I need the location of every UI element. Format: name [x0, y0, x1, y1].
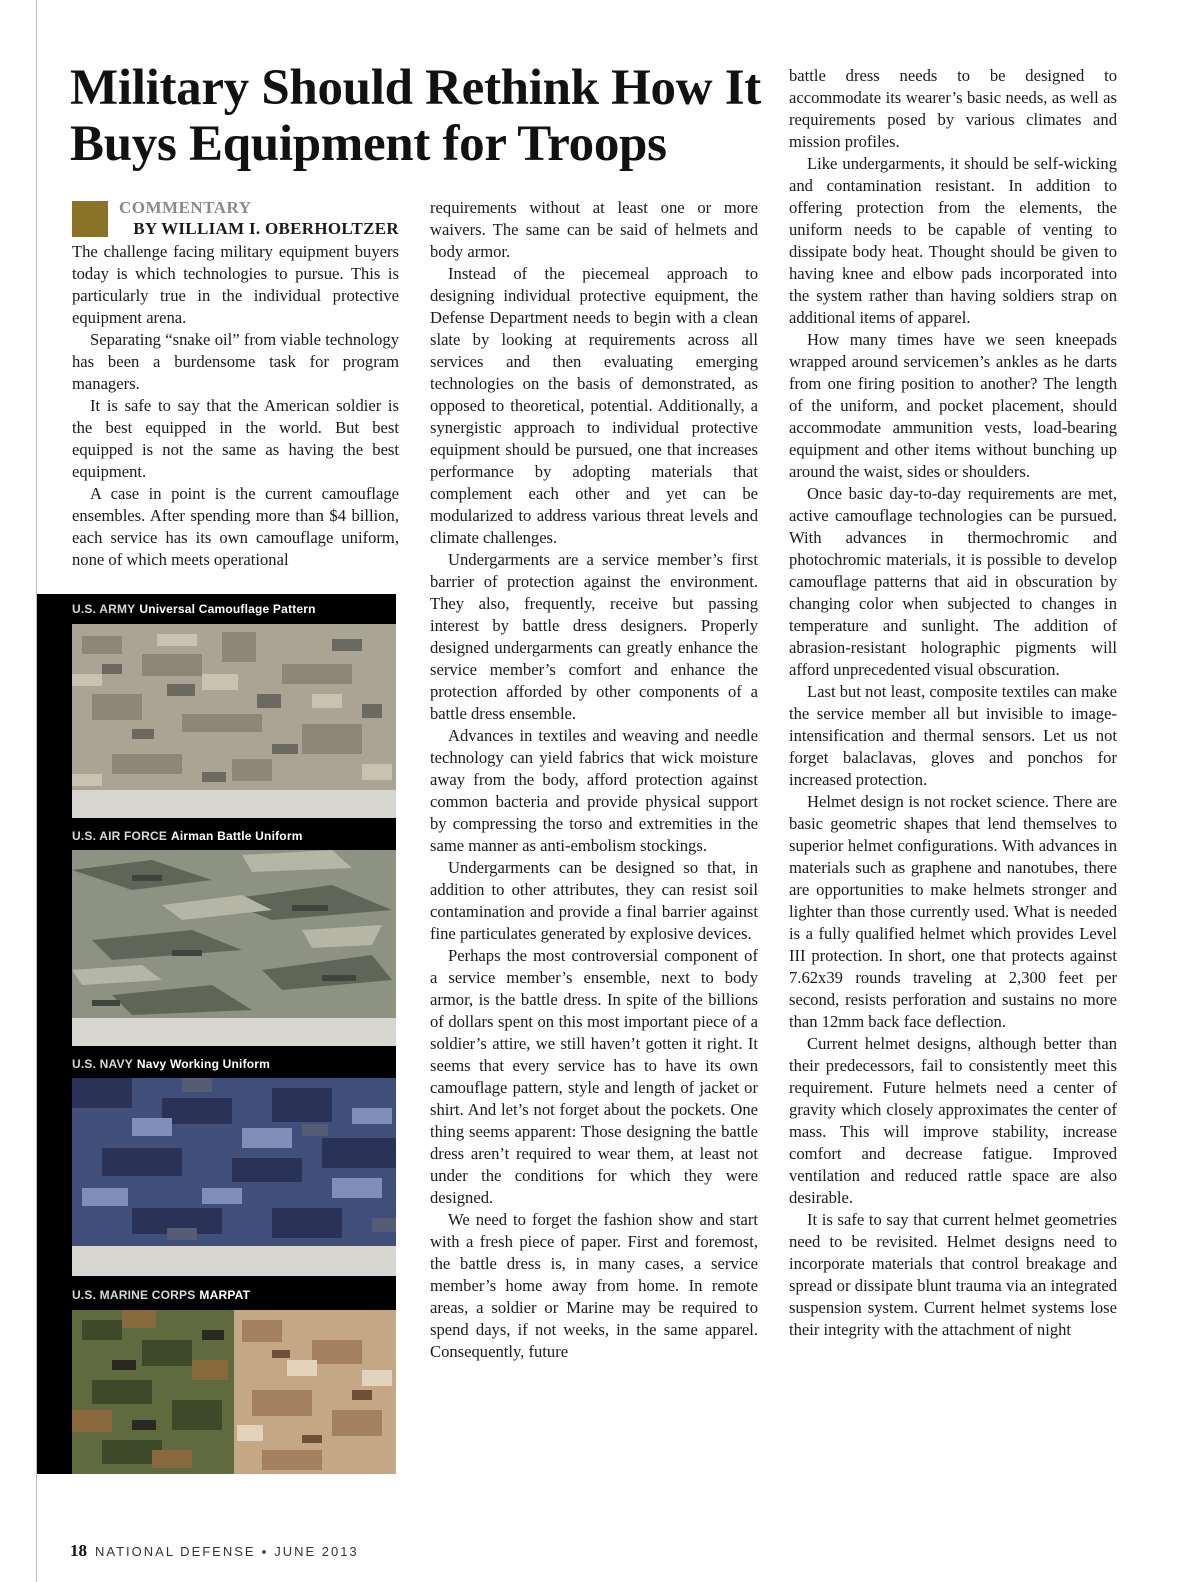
paragraph: How many times have we seen kneepads wrapped around servicemen’s ankles as he darts from one firing position to another? The length of the uniform, and pocket placement, should accommodate ammunition vests, load-bearing equipment and other items without bunching up around the waist, sides or shoulders. [789, 330, 1117, 481]
page-footer [70, 1541, 359, 1561]
article-column-2 [430, 197, 758, 1363]
author-byline: BY WILLIAM I. OBERHOLTZER [133, 219, 399, 238]
paragraph: Current helmet designs, although better than their predecessors, fail to consistently meet this requirement. Future helmets need a center of gravity which closely approximates the center of mass. This will improve stability, increase comfort and decrease fatigue. Improved ventilation and reduced rattle space are also desirable. [789, 1034, 1117, 1207]
marine-corps-panel-label [72, 1288, 250, 1302]
panel-service: U.S. MARINE CORPS [72, 1288, 196, 1302]
footer-separator: ▪ [261, 1544, 269, 1559]
figure-divider [72, 1018, 396, 1046]
paragraph: battle dress needs to be designed to accommodate its wearer’s basic needs, as well as requirements posed by various climates and mission profiles. [789, 66, 1117, 151]
panel-service: U.S. AIR FORCE [72, 829, 168, 843]
paragraph: Undergarments are a service member’s first barrier of protection against the environment. They also, frequently, receive but passing interest by battle dress designers. Properly designed undergarments can greatly enhance the service member’s comfort and enhance the protection afforded by other components of a battle dress ensemble. [430, 550, 758, 723]
paragraph: It is safe to say that current helmet geometries need to be revisited. Helmet designs need to incorporate materials that control breakage and spread or dissipate blunt trauma via an integrated suspension system. Current helmet systems lose their integrity with the attachment of night [789, 1210, 1117, 1339]
publication-name: NATIONAL DEFENSE [95, 1544, 256, 1559]
article-headline: Military Should Rethink How It Buys Equipment for Troops [70, 60, 761, 172]
paragraph: Undergarments can be designed so that, in addition to other attributes, they can resist soil contamination and provide a final barrier against fine particulates generated by explosive devices. [430, 858, 758, 943]
paragraph: We need to forget the fashion show and start with a fresh piece of paper. First and foremost, the battle dress is, in many cases, a service member’s home away from home. In remote areas, a soldier or Marine may be required to spend days, if not weeks, in the same apparel. Consequently, future [430, 1210, 758, 1361]
issue-date: JUNE 2013 [274, 1544, 359, 1559]
panel-pattern: MARPAT [199, 1288, 251, 1302]
navy-nwu-camo-image [72, 1078, 396, 1246]
paragraph: Perhaps the most controversial component of a service member’s ensemble, next to body armor, is the battle dress. In spite of the billions of dollars spent on this most important piece of a soldier’s attire, we still haven’t gotten it right. It seems that every service has to have its own camouflage pattern, style and length of jacket or shirt. And let’s not forget about the pockets. One thing seems apparent: Those designing the battle dress aren’t required to wear them, at least not under the conditions for which they were designed. [430, 946, 758, 1207]
panel-pattern: Airman Battle Uniform [171, 829, 303, 843]
paragraph: Separating “snake oil” from viable technology has been a burdensome task for program managers. [72, 330, 399, 393]
navy-panel-label [72, 1057, 270, 1071]
figure-divider [72, 1246, 396, 1276]
paragraph: requirements without at least one or more waivers. The same can be said of helmets and body armor. [430, 198, 758, 261]
paragraph: It is safe to say that the American soldier is the best equipped in the world. But best equipped is not the same as having the best equipment. [72, 396, 399, 481]
article-column-1 [72, 241, 399, 571]
paragraph: Helmet design is not rocket science. There are basic geometric shapes that lend themselves to superior helmet configurations. With advances in materials such as graphene and nanotubes, there are opportunities to make helmets stronger and lighter than those currently used. What is needed is a fully qualified helmet which provides Level III protection. In short, one that protects against 7.62x39 rounds traveling at 2,300 feet per second, resists perforation and sustains no more than 12mm back face deflection. [789, 792, 1117, 1031]
army-panel-label [72, 602, 316, 616]
air-force-abu-camo-image [72, 850, 396, 1018]
paragraph: Last but not least, composite textiles can make the service member all but invisible to image-intensification and thermal sensors. Let us not forget balaclavas, gloves and ponchos for increased protection. [789, 682, 1117, 789]
paragraph: Like undergarments, it should be self-wicking and contamination resistant. In addition to offering protection from the elements, the uniform needs to be capable of venting to dissipate body heat. Thought should be given to having knee and elbow pads incorporated into the system rather than having soldiers strap on additional items of apparel. [789, 154, 1117, 327]
section-kicker: COMMENTARY [119, 198, 252, 217]
article-column-3 [789, 65, 1117, 1341]
paragraph: Instead of the piecemeal approach to designing individual protective equipment, the Defense Department needs to begin with a clean slate by looking at requirements across all services and then evaluating emerging technologies on the basis of demonstrated, as opposed to theoretical, potential. Additionally, a synergistic approach to individual protective equipment should be pursued, one that increases performance by adopting materials that complement each other and yet can be modularized to address various threat levels and climate challenges. [430, 264, 758, 547]
section-marker-square [72, 201, 108, 237]
marine-corps-marpat-camo-image [72, 1310, 396, 1474]
panel-service: U.S. NAVY [72, 1057, 133, 1071]
paragraph: The challenge facing military equipment buyers today is which technologies to pursue. This is particularly true in the individual protective equipment arena. [72, 242, 399, 327]
paragraph: Advances in textiles and weaving and needle technology can yield fabrics that wick moisture away from the body, afford protection against common bacteria and provide physical support by compressing the torso and extremities in the same manner as anti-embolism stockings. [430, 726, 758, 855]
panel-pattern: Navy Working Uniform [136, 1057, 271, 1071]
paragraph: Once basic day-to-day requirements are met, active camouflage technologies can be pursued. With advances in thermochromic and photochromic materials, it is possible to develop camouflage patterns that aid in obscuration by changing color when subjected to changes in temperature and sunlight. The addition of abrasion-resistant holographic pigments will afford unprecedented visual obscuration. [789, 484, 1117, 679]
panel-pattern: Universal Camouflage Pattern [139, 602, 316, 616]
figure-divider [72, 790, 396, 818]
army-ucp-camo-image [72, 624, 396, 790]
air-force-panel-label [72, 829, 303, 843]
page-number: 18 [70, 1541, 87, 1560]
paragraph: A case in point is the current camouflage ensembles. After spending more than $4 billion, each service has its own camouflage uniform, none of which meets operational [72, 484, 399, 569]
panel-service: U.S. ARMY [72, 602, 136, 616]
byline-block [72, 198, 399, 242]
